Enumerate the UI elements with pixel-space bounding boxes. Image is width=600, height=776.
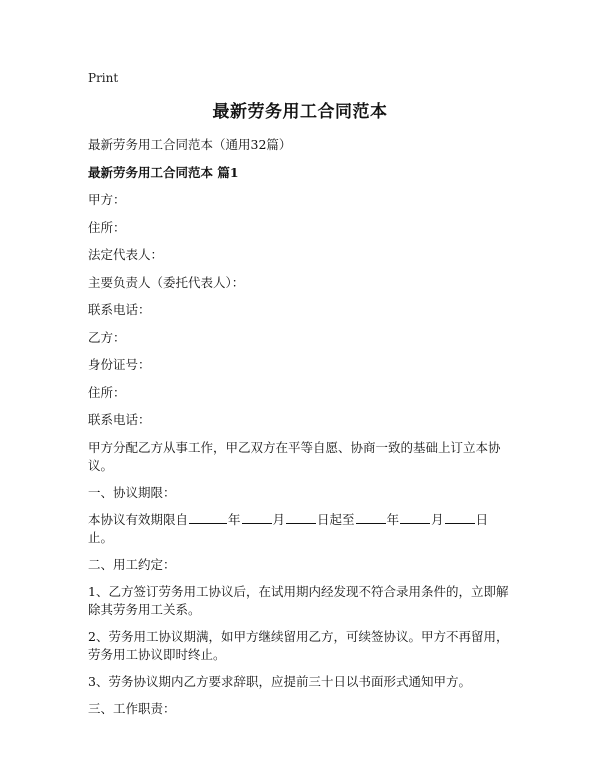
blank-year-start bbox=[189, 511, 227, 524]
term-day-end: 日止。 bbox=[88, 511, 489, 545]
term-month-1: 月 bbox=[272, 511, 286, 527]
blank-month-end bbox=[400, 511, 430, 524]
document-title: 最新劳务用工合同范本 bbox=[212, 102, 388, 122]
blank-day-start bbox=[286, 511, 316, 524]
field-party-b: 乙方： bbox=[88, 329, 126, 345]
field-address-a: 住所： bbox=[88, 219, 126, 235]
field-legal-representative: 法定代表人： bbox=[88, 247, 164, 262]
field-party-a: 甲方： bbox=[88, 192, 126, 207]
clause-2-item-1: 1、乙方签订劳务用工协议后，在试用期内经发现不符合录用条件的，立即解除其劳务用工关系。 bbox=[88, 583, 509, 617]
term-prefix: 本协议有效期限自 bbox=[88, 511, 189, 527]
term-year-1: 年 bbox=[228, 511, 241, 527]
field-phone-b: 联系电话： bbox=[88, 412, 151, 427]
clause-2-item-2: 2、劳务用工协议期满，如甲方继续留用乙方，可续签协议。甲方不再留用，劳务用工协议即时终止。 bbox=[88, 628, 509, 662]
term-line bbox=[88, 511, 512, 547]
term-month-2: 月 bbox=[431, 511, 444, 527]
document-subtitle: 最新劳务用工合同范本（通用32篇） bbox=[88, 137, 292, 152]
blank-month-start bbox=[242, 511, 272, 524]
print-label: Print bbox=[88, 71, 119, 85]
field-address-b: 住所： bbox=[88, 384, 126, 400]
blank-day-end bbox=[445, 511, 475, 524]
intro-paragraph: 甲方分配乙方从事工作，甲乙双方在平等自愿、协商一致的基础上订立本协议。 bbox=[88, 439, 501, 473]
field-principal-person: 主要负责人（委托代表人）： bbox=[88, 274, 245, 290]
field-phone-a: 联系电话： bbox=[88, 302, 151, 317]
clause-2-item-3: 3、劳务协议期内乙方要求辞职，应提前三十日以书面形式通知甲方。 bbox=[88, 673, 471, 689]
field-id-number: 身份证号： bbox=[88, 357, 151, 372]
clause-3-title: 三、工作职责： bbox=[88, 700, 176, 716]
term-day-start: 日起至 bbox=[317, 511, 355, 527]
blank-year-end bbox=[356, 511, 386, 524]
clause-2-title: 二、用工约定： bbox=[88, 556, 176, 572]
clause-1-title: 一、协议期限： bbox=[88, 484, 176, 500]
section-heading: 最新劳务用工合同范本 篇1 bbox=[88, 165, 239, 180]
term-year-2: 年 bbox=[386, 511, 400, 527]
